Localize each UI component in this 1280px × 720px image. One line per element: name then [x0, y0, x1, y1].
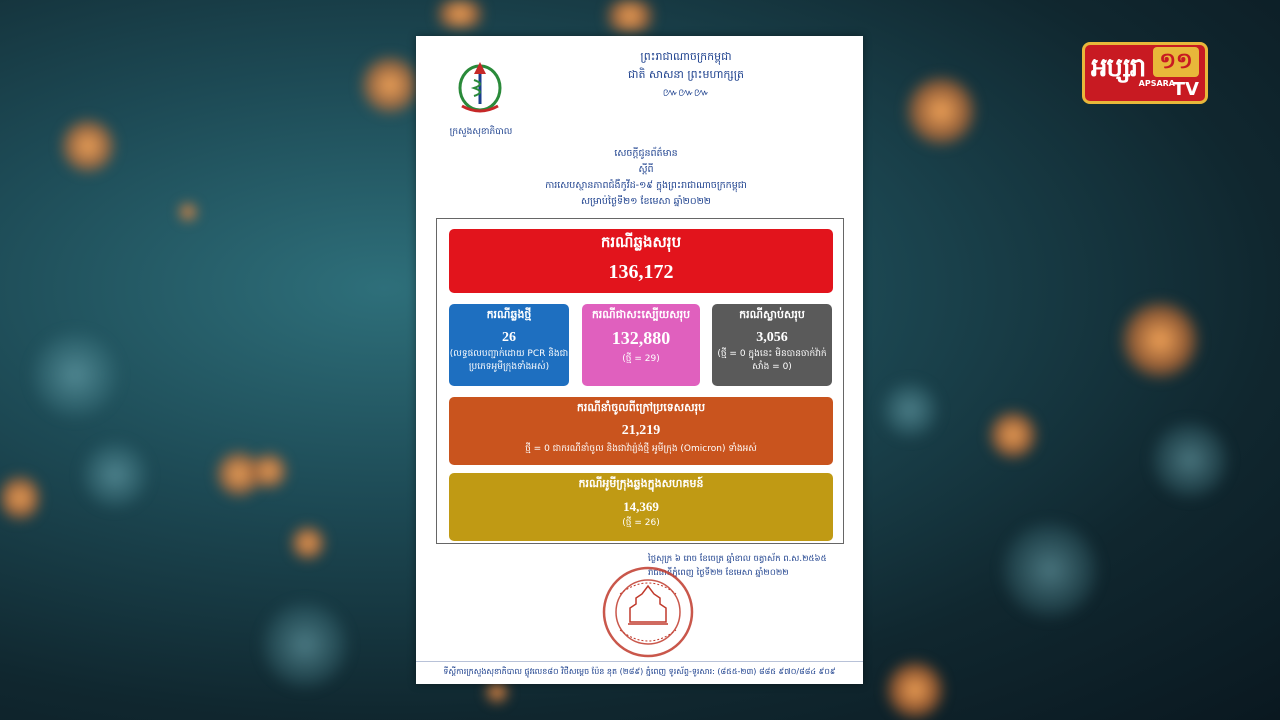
- community-cases-value: 14,369: [623, 499, 659, 514]
- kingdom-line: ព្រះរាជាណាចក្រកម្ពុជា: [640, 50, 732, 63]
- recovered-box: [582, 304, 700, 386]
- imported-cases-label: ករណីនាំចូលពីក្រៅប្រទេសសរុប: [576, 401, 706, 414]
- channel-brand: អប្សរា: [1091, 53, 1146, 83]
- community-cases-box: [449, 473, 833, 541]
- new-cases-box: [449, 304, 569, 386]
- total-cases-value: 136,172: [608, 261, 674, 283]
- deaths-value: 3,056: [756, 330, 788, 345]
- deaths-box: [712, 304, 832, 386]
- total-cases-label: ករណីឆ្លងសរុប: [600, 233, 682, 251]
- ornament-line: ៚៚៚: [662, 86, 710, 99]
- press-release-document: [416, 36, 863, 684]
- total-cases-box: [449, 229, 833, 293]
- deaths-label: ករណីស្លាប់សរុប: [739, 308, 805, 321]
- ministry-emblem-icon: [456, 58, 504, 122]
- channel-logo: [1082, 42, 1208, 104]
- header-line: សម្រាប់ថ្ងៃទី២១ ខែមេសា ឆ្នាំ២០២២: [581, 196, 711, 207]
- channel-sub: APSARA: [1138, 79, 1175, 88]
- document-header: [476, 146, 816, 210]
- motto-line: ជាតិ សាសនា ព្រះមហាក្សត្រ: [628, 68, 744, 81]
- kingdom-heading: [566, 48, 806, 102]
- header-line: ស្តីពី: [638, 164, 654, 175]
- imported-cases-value: 21,219: [621, 423, 661, 438]
- header-line: សេចក្តីជូនព័ត៌មាន: [614, 148, 678, 159]
- deaths-note: (ថ្មី = 0 ក្នុងនេះ មិនបានចាក់វ៉ាក់សាំង = 0): [717, 349, 827, 372]
- imported-cases-box: [449, 397, 833, 465]
- lunar-date: ថ្ងៃសុក្រ ៦ រោច ខែចេត្រ ឆ្នាំខាល ចត្វាស័ក ព.ស.២៥៦៥: [648, 554, 827, 564]
- channel-tv: TV: [1172, 79, 1199, 100]
- community-cases-label: ករណីអូមីក្រុងឆ្លងក្នុងសហគមន៍: [578, 477, 704, 490]
- document-footer: ទីស្តីការក្រសួងសុខាភិបាល ផ្លូវលេខ៨០ វិថីសម្តេច ប៉ែន នុត (២៨៩) ភ្នំពេញ ទូរស័ព្ទ-ទូរសារ: (៨៥៥-២៣) ៨៨៥ ៩៧០/៨៨៤ ៩០៩: [416, 661, 863, 678]
- recovered-value: 132,880: [611, 328, 671, 348]
- community-cases-note: (ថ្មី = 26): [622, 518, 660, 528]
- imported-cases-note: ថ្មី = 0 ជាករណីនាំចូល និងជាវ៉ារ្យ៉ង់ថ្មី អូមីក្រុង (Omicron) ទាំងអស់: [525, 444, 757, 454]
- header-line: ការសេបស្ថានភាពជំងឺកូវីដ-១៩ ក្នុងព្រះរាជាណាចក្រកម្ពុជា: [545, 180, 747, 191]
- official-seal-icon: [600, 564, 696, 660]
- solar-date: រាជធានីភ្នំពេញ ថ្ងៃទី២២ ខែមេសា ឆ្នាំ២០២២: [648, 568, 789, 578]
- recovered-note: (ថ្មី = 29): [622, 354, 660, 364]
- recovered-label: ករណីជាសះស្បើយសរុប: [591, 308, 691, 321]
- new-cases-label: ករណីឆ្លងថ្មី: [486, 308, 532, 321]
- statistics-panel: [436, 218, 844, 544]
- new-cases-value: 26: [502, 330, 516, 345]
- ministry-name: ក្រសួងសុខាភិបាល: [449, 127, 513, 137]
- new-cases-note: (លទ្ធផលបញ្ជាក់ដោយ PCR និងជាប្រភេទអូមីក្រុងទាំងអស់): [449, 349, 569, 372]
- channel-number: ១១: [1153, 47, 1199, 77]
